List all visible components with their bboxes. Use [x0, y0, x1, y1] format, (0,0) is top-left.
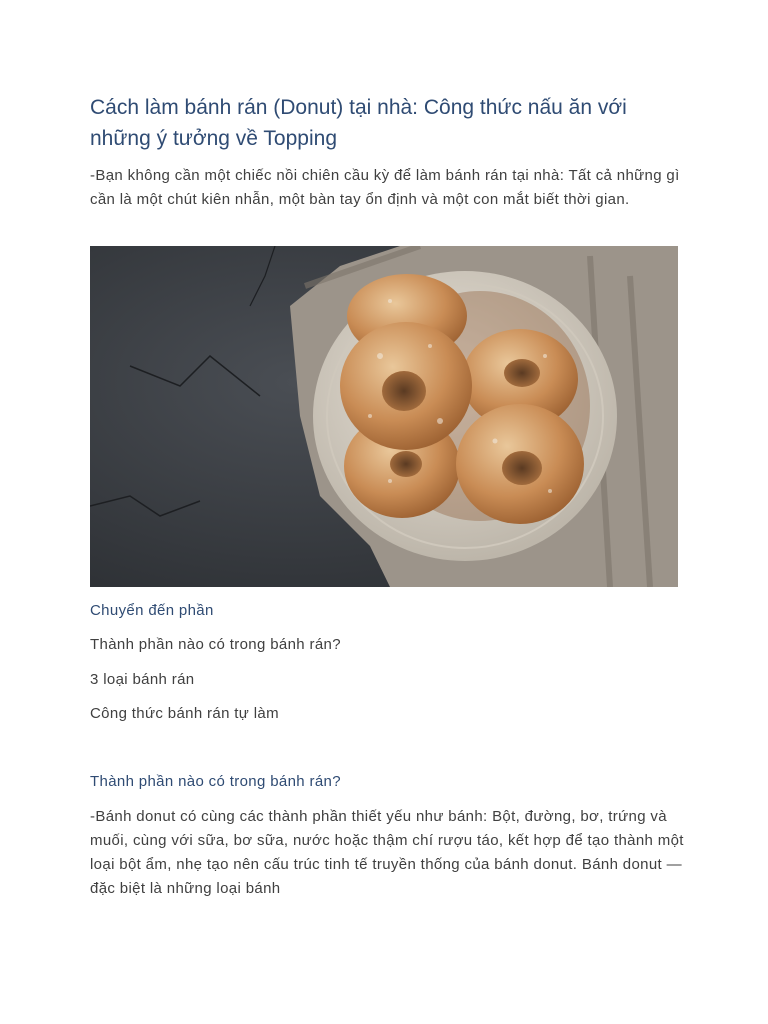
toc-heading: Chuyển đến phần — [90, 602, 214, 619]
section-body-ingredients: -Bánh donut có cùng các thành phần thiết yếu như bánh: Bột, đường, bơ, trứng và muối, cùng với sữa, bơ sữa, nước hoặc thậm chí rượu táo, kết hợp để tạo thành một loại bột ẩm, nhẹ tạo nên cấu trúc tinh tế truyền thống của bánh donut. Bánh donut — đặc biệt là những loại bánh — [90, 808, 684, 897]
donuts-photo — [90, 246, 678, 587]
article-title: Cách làm bánh rán (Donut) tại nhà: Công thức nấu ăn với những ý tưởng về Topping — [90, 96, 627, 150]
section-heading-ingredients: Thành phần nào có trong bánh rán? — [90, 773, 341, 790]
toc-link-ingredients[interactable]: Thành phần nào có trong bánh rán? — [90, 636, 341, 653]
toc-link-homemade-recipe[interactable]: Công thức bánh rán tự làm — [90, 705, 279, 722]
toc-link-donut-types[interactable]: 3 loại bánh rán — [90, 671, 195, 688]
intro-paragraph: -Bạn không cần một chiếc nồi chiên cầu kỳ để làm bánh rán tại nhà: Tất cả những gì cần là một chút kiên nhẫn, một bàn tay ổn định và một con mắt biết thời gian. — [90, 167, 680, 208]
